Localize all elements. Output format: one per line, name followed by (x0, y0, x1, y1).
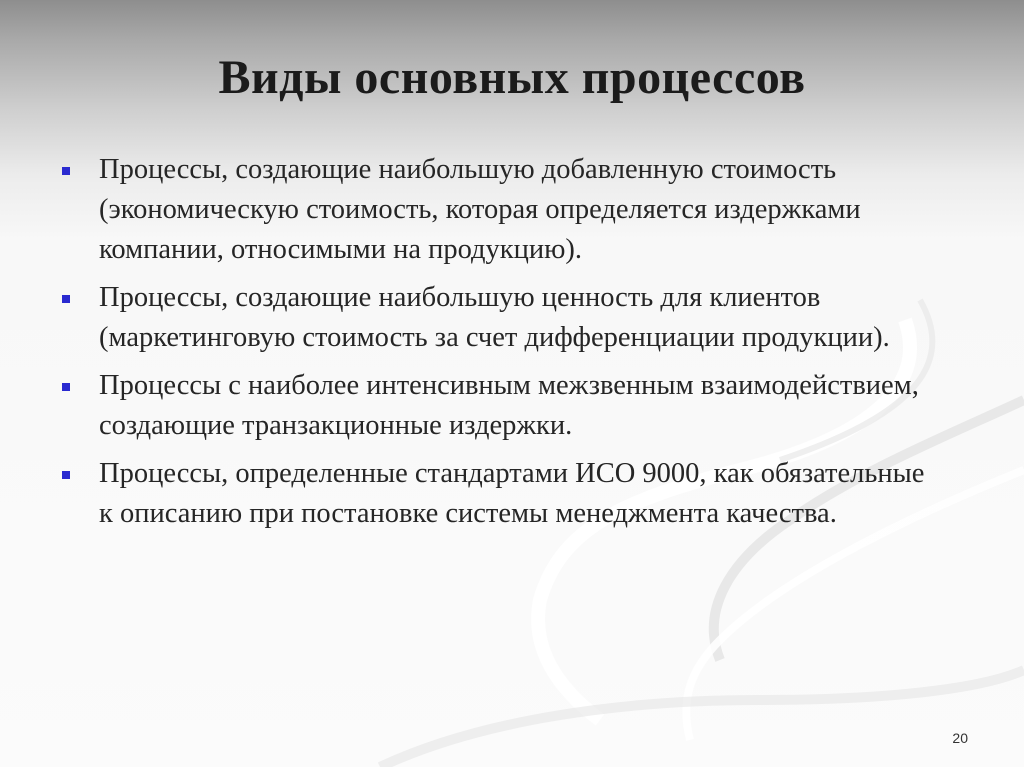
square-bullet-icon (62, 383, 70, 391)
list-item (60, 454, 940, 534)
bullet-text: Процессы, создающие наибольшую добавленную стоимость (экономическую стоимость, которая определяется издержками компании, относимыми на продукцию). (99, 154, 861, 265)
square-bullet-icon (62, 471, 70, 479)
slide-number: 20 (952, 730, 968, 746)
bullet-list (60, 150, 940, 542)
slide-title: Виды основных процессов (218, 51, 806, 104)
bullet-text: Процессы, определенные стандартами ИСО 9000, как обязательные к описанию при постановке системы менеджмента качества. (99, 458, 925, 529)
bullet-text: Процессы, создающие наибольшую ценность для клиентов (маркетинговую стоимость за счет дифференциации продукции). (99, 282, 890, 353)
bullet-text: Процессы с наиболее интенсивным межзвенным взаимодействием, создающие транзакционные издержки. (99, 370, 919, 441)
list-item (60, 366, 940, 446)
list-item (60, 278, 940, 358)
list-item (60, 150, 940, 270)
square-bullet-icon (62, 167, 70, 175)
square-bullet-icon (62, 295, 70, 303)
